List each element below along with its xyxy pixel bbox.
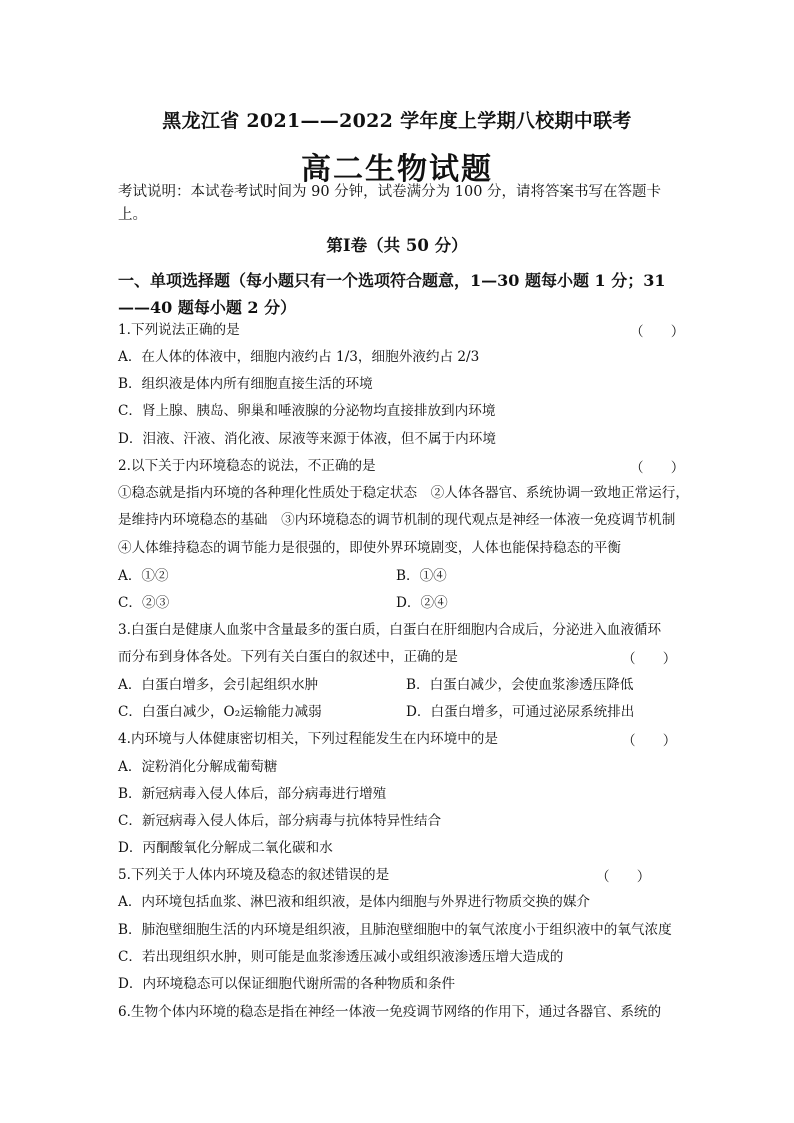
question-5-answer-blank: （ ） <box>596 869 651 885</box>
question-2-option-c: C．②③ <box>118 595 170 611</box>
question-3-option-c: C．白蛋白减少，O₂运输能力减弱 <box>118 704 322 720</box>
question-2-option-a: A．①② <box>118 568 169 584</box>
question-1-option-c: C．肾上腺、胰岛、卵巢和唾液腺的分泌物均直接排放到内环境 <box>118 403 496 419</box>
exam-instructions: 考试说明：本试卷考试时间为 90 分钟，试卷满分为 100 分，请将答案书写在答题卡上。 <box>118 184 662 223</box>
question-4-stem: 4.内环境与人体健康密切相关，下列过程能发生在内环境中的是 <box>118 731 498 747</box>
question-2-option-d: D．②④ <box>396 595 448 611</box>
volume-title: 第Ⅰ卷（共 50 分） <box>326 236 468 255</box>
question-4-option-c: C．新冠病毒入侵人体后，部分病毒与抗体特异性结合 <box>118 813 442 829</box>
question-3-stem: 3.白蛋白是健康人血浆中含量最多的蛋白质，白蛋白在肝细胞内合成后，分泌进入血液循环 <box>118 622 662 638</box>
question-1-answer-blank: （ ） <box>630 324 685 340</box>
question-5-option-d: D．内环境稳态可以保证细胞代谢所需的各种物质和条件 <box>118 976 456 992</box>
question-3-stem: 而分布到身体各处。下列有关白蛋白的叙述中，正确的是 <box>118 649 458 665</box>
question-4-answer-blank: （ ） <box>622 733 677 749</box>
exam-subject-title: 高二生物试题 <box>301 152 493 187</box>
question-3-option-a: A．白蛋白增多，会引起组织水肿 <box>118 677 319 693</box>
question-2-option-b: B．①④ <box>396 568 447 584</box>
question-3-answer-blank: （ ） <box>622 651 677 667</box>
question-2-stem: 2.以下关于内环境稳态的说法，不正确的是 <box>118 458 376 474</box>
question-1-option-d: D．泪液、汗液、消化液、尿液等来源于体液，但不属于内环境 <box>118 431 496 447</box>
question-4-option-b: B．新冠病毒入侵人体后，部分病毒进行增殖 <box>118 786 387 802</box>
question-3-option-d: D．白蛋白增多，可通过泌尿系统排出 <box>406 704 635 720</box>
question-5-option-a: A．内环境包括血浆、淋巴液和组织液，是体内细胞与外界进行物质交换的媒介 <box>118 894 591 910</box>
question-1-option-b: B．组织液是体内所有细胞直接生活的环境 <box>118 376 373 392</box>
section-title: 一、单项选择题（每小题只有一个选项符合题意，1—30 题每小题 1 分；31——40 题每小题 2 分） <box>118 271 666 317</box>
question-1-stem: 1.下列说法正确的是 <box>118 322 240 338</box>
question-2-statement-line: ④人体维持稳态的调节能力是很强的，即使外界环境剧变，人体也能保持稳态的平衡 <box>118 540 621 556</box>
question-6-stem: 6.生物个体内环境的稳态是指在神经一体液一免疫调节网络的作用下，通过各器官、系统的 <box>118 1004 662 1020</box>
question-1-option-a: A．在人体的体液中，细胞内液约占 1/3，细胞外液约占 2/3 <box>118 349 480 365</box>
exam-header-title: 黑龙江省 2021——2022 学年度上学期八校期中联考 <box>162 110 632 132</box>
question-5-option-c: C．若出现组织水肿，则可能是血浆渗透压减小或组织液渗透压增大造成的 <box>118 949 564 965</box>
question-4-option-d: D．丙酮酸氧化分解成二氧化碳和水 <box>118 840 333 856</box>
question-3-option-b: B．白蛋白减少，会使血浆渗透压降低 <box>406 677 634 693</box>
question-5-option-b: B．肺泡壁细胞生活的内环境是组织液，且肺泡壁细胞中的氧气浓度小于组织液中的氧气浓度 <box>118 922 672 938</box>
question-2-statement-line: ①稳态就是指内环境的各种理化性质处于稳定状态 ②人体各器官、系统协调一致地正常运行， <box>118 485 689 501</box>
question-2-statement-line: 是维持内环境稳态的基础 ③内环境稳态的调节机制的现代观点是神经一体液一免疫调节机制 <box>118 512 676 528</box>
question-4-option-a: A．淀粉消化分解成葡萄糖 <box>118 759 278 775</box>
question-2-answer-blank: （ ） <box>630 460 685 476</box>
question-5-stem: 5.下列关于人体内环境及稳态的叙述错误的是 <box>118 867 390 883</box>
